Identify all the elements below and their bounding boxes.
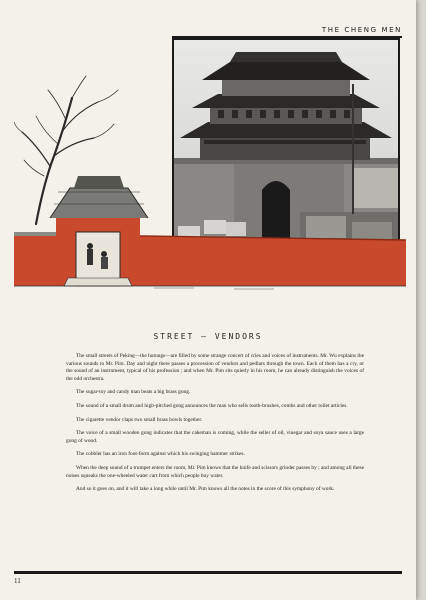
- page-number: 11: [14, 577, 21, 585]
- gatehouse-icon: [50, 176, 148, 286]
- paragraph: The small streets of Peking—the hutungs—are filled by some strange concert of cries and voices of instruments. Mr. Wu explains the various sounds to Mr. Pim. Day and night there passes a procession of vendors and pedlars through the town. Each of them has a cry, or the sound of an instrument, typical of his profession ; and when Mr. Pim sits quietly in his room, he can already distinguish the voices of the odd orchestra.: [66, 353, 364, 382]
- paragraph: The cobbler has an iron foot-form against which his swinging hammer strikes.: [76, 451, 245, 458]
- courtyard-illustration: [14, 72, 406, 292]
- paragraph: The sound of a small drum and high-pitched gong announces the man who sells tooth-brushes, combs and other toilet articles.: [76, 402, 348, 409]
- bottom-rule: [14, 571, 402, 574]
- paragraph: The voice of a small wooden gong indicates that the cakeman is coming, while the seller of oil, vinegar and soya sauce uses a large gong of wood.: [66, 430, 364, 444]
- article-body: [66, 353, 364, 500]
- paragraph: The cigarette vendor claps two small brass bowls together.: [76, 416, 203, 423]
- section-heading: STREET — VENDORS: [153, 332, 263, 341]
- paragraph: When the deep sound of a trumpet enters the room, Mr. Pim knows that the knife and scissors grinder passes by ; and among all these noises squeaks the one-wheeled water cart from which people buy water.: [66, 464, 364, 479]
- paragraph: And so it goes on, and it will take a long while until Mr. Pim knows all the notes in the score of this symphony of work.: [76, 486, 335, 493]
- paragraph: The sugar-toy and candy man beats a big brass gong.: [76, 389, 191, 396]
- running-title: THE CHENG MEN: [321, 26, 402, 34]
